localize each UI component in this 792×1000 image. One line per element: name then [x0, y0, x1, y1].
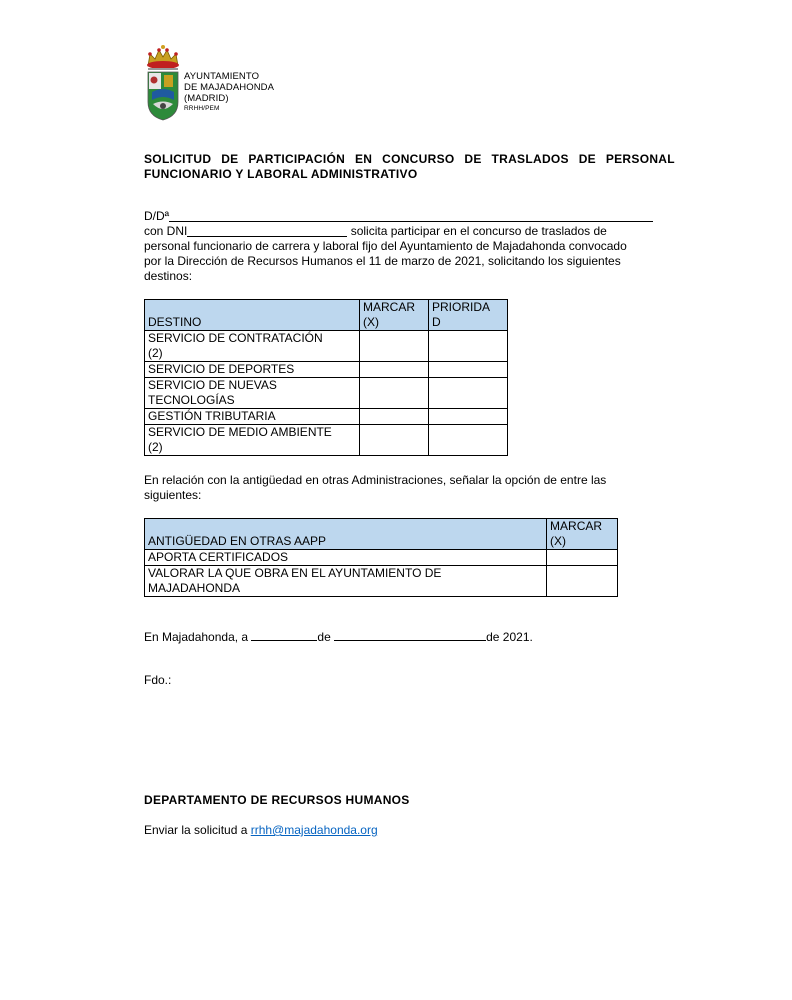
destino-line-2: (2) [148, 440, 163, 454]
destino-cell [145, 331, 360, 362]
table-row [145, 425, 508, 456]
title-word: TRASLADOS [491, 152, 569, 166]
title-word: PERSONAL [605, 152, 675, 166]
organization-name [184, 71, 274, 113]
email-link[interactable]: rrhh@majadahonda.org [250, 823, 378, 837]
prioridad-cell[interactable] [429, 409, 508, 425]
antiguedad-line-2: siguientes: [144, 488, 202, 502]
title-word: DE [578, 152, 596, 166]
destino-cell [145, 425, 360, 456]
antiguedad-paragraph [144, 473, 675, 503]
marcar-cell[interactable] [360, 331, 429, 362]
destino-line-1: SERVICIO DE MEDIO AMBIENTE [148, 425, 332, 439]
intro-line-2-rest: solicita participar en el concurso de traslados de [347, 224, 607, 238]
destino-line-2: TECNOLOGÍAS [148, 393, 235, 407]
header-prioridad-line-1: PRIORIDA [432, 300, 491, 314]
day-blank-field[interactable] [251, 628, 317, 641]
destinos-table [144, 299, 508, 456]
title-word: EN [354, 152, 373, 166]
coat-of-arms-logo [144, 44, 182, 123]
destino-line-2: (2) [148, 346, 163, 360]
title-word: DE [464, 152, 482, 166]
name-prefix: D/Dª [144, 209, 170, 223]
marcar-cell[interactable] [360, 425, 429, 456]
name-line [144, 209, 675, 224]
intro-line-4: por la Dirección de Recursos Humanos el 11 de marzo de 2021, solicitando los siguientes [144, 254, 621, 268]
org-code: RRHH/PEM [184, 105, 220, 112]
header-marcar-line-2: (X) [363, 315, 379, 329]
title-word: PARTICIPACIÓN [248, 152, 346, 166]
header-prioridad-line-2: D [432, 315, 441, 329]
table-row [145, 362, 508, 378]
table-row [145, 550, 618, 566]
option-cell [145, 566, 547, 597]
antiguedad-table [144, 518, 618, 597]
antiguedad-line-1: En relación con la antigüedad en otras Administraciones, señalar la opción de entre las [144, 473, 607, 487]
table-row [145, 378, 508, 409]
marcar-cell[interactable] [547, 550, 618, 566]
header-marcar [547, 519, 618, 550]
date-de: de [317, 630, 335, 644]
send-prefix: Enviar la solicitud a [144, 823, 251, 837]
header-marcar-line-2: (X) [550, 534, 567, 548]
title-word: DE [221, 152, 239, 166]
dni-blank-field[interactable] [187, 224, 347, 237]
dni-line [144, 224, 675, 239]
title-line-1 [144, 152, 675, 167]
option-line-2: MAJADAHONDA [148, 581, 241, 595]
month-blank-field[interactable] [334, 628, 486, 641]
header-destino: DESTINO [145, 300, 360, 331]
signature-label: Fdo.: [144, 673, 172, 687]
date-prefix: En Majadahonda, a [144, 630, 252, 644]
name-blank-field[interactable] [169, 209, 653, 222]
table-header-row [145, 519, 618, 550]
marcar-cell[interactable] [360, 362, 429, 378]
prioridad-cell[interactable] [429, 425, 508, 456]
marcar-cell[interactable] [360, 409, 429, 425]
prioridad-cell[interactable] [429, 331, 508, 362]
org-line-2: DE MAJADAHONDA [184, 82, 275, 93]
title-line-2: FUNCIONARIO Y LABORAL ADMINISTRATIVO [144, 167, 418, 181]
header-antiguedad: ANTIGÜEDAD EN OTRAS AAPP [145, 519, 547, 550]
header-prioridad [429, 300, 508, 331]
option-cell: APORTA CERTIFICADOS [145, 550, 547, 566]
marcar-cell[interactable] [360, 378, 429, 409]
dni-label: con DNI [144, 224, 188, 238]
destino-cell: GESTIÓN TRIBUTARIA [145, 409, 360, 425]
org-line-3: (MADRID) [184, 93, 229, 104]
destino-line-1: SERVICIO DE NUEVAS [148, 378, 277, 392]
intro-line-5: destinos: [144, 269, 193, 283]
date-suffix: de 2021. [486, 630, 533, 644]
table-row [145, 409, 508, 425]
marcar-cell[interactable] [547, 566, 618, 597]
destino-line-1: SERVICIO DE CONTRATACIÓN [148, 331, 323, 345]
title-word: CONCURSO [382, 152, 455, 166]
intro-line-3: personal funcionario de carrera y laboral fijo del Ayuntamiento de Majadahonda convocado [144, 239, 627, 253]
date-line [144, 628, 675, 645]
destino-cell: SERVICIO DE DEPORTES [145, 362, 360, 378]
table-row [145, 566, 618, 597]
send-line [144, 823, 675, 838]
prioridad-cell[interactable] [429, 378, 508, 409]
intro-paragraph [144, 209, 675, 284]
option-line-1: VALORAR LA QUE OBRA EN EL AYUNTAMIENTO DE [148, 566, 442, 580]
table-row [145, 331, 508, 362]
document-title [144, 152, 675, 182]
org-line-1: AYUNTAMIENTO [184, 71, 260, 82]
table-header-row [145, 300, 508, 331]
header-marcar-line-1: MARCAR [550, 519, 603, 533]
destino-cell [145, 378, 360, 409]
header-marcar-line-1: MARCAR [363, 300, 416, 314]
title-word: SOLICITUD [144, 152, 212, 166]
department-name: DEPARTAMENTO DE RECURSOS HUMANOS [144, 793, 410, 807]
header-marcar [360, 300, 429, 331]
prioridad-cell[interactable] [429, 362, 508, 378]
